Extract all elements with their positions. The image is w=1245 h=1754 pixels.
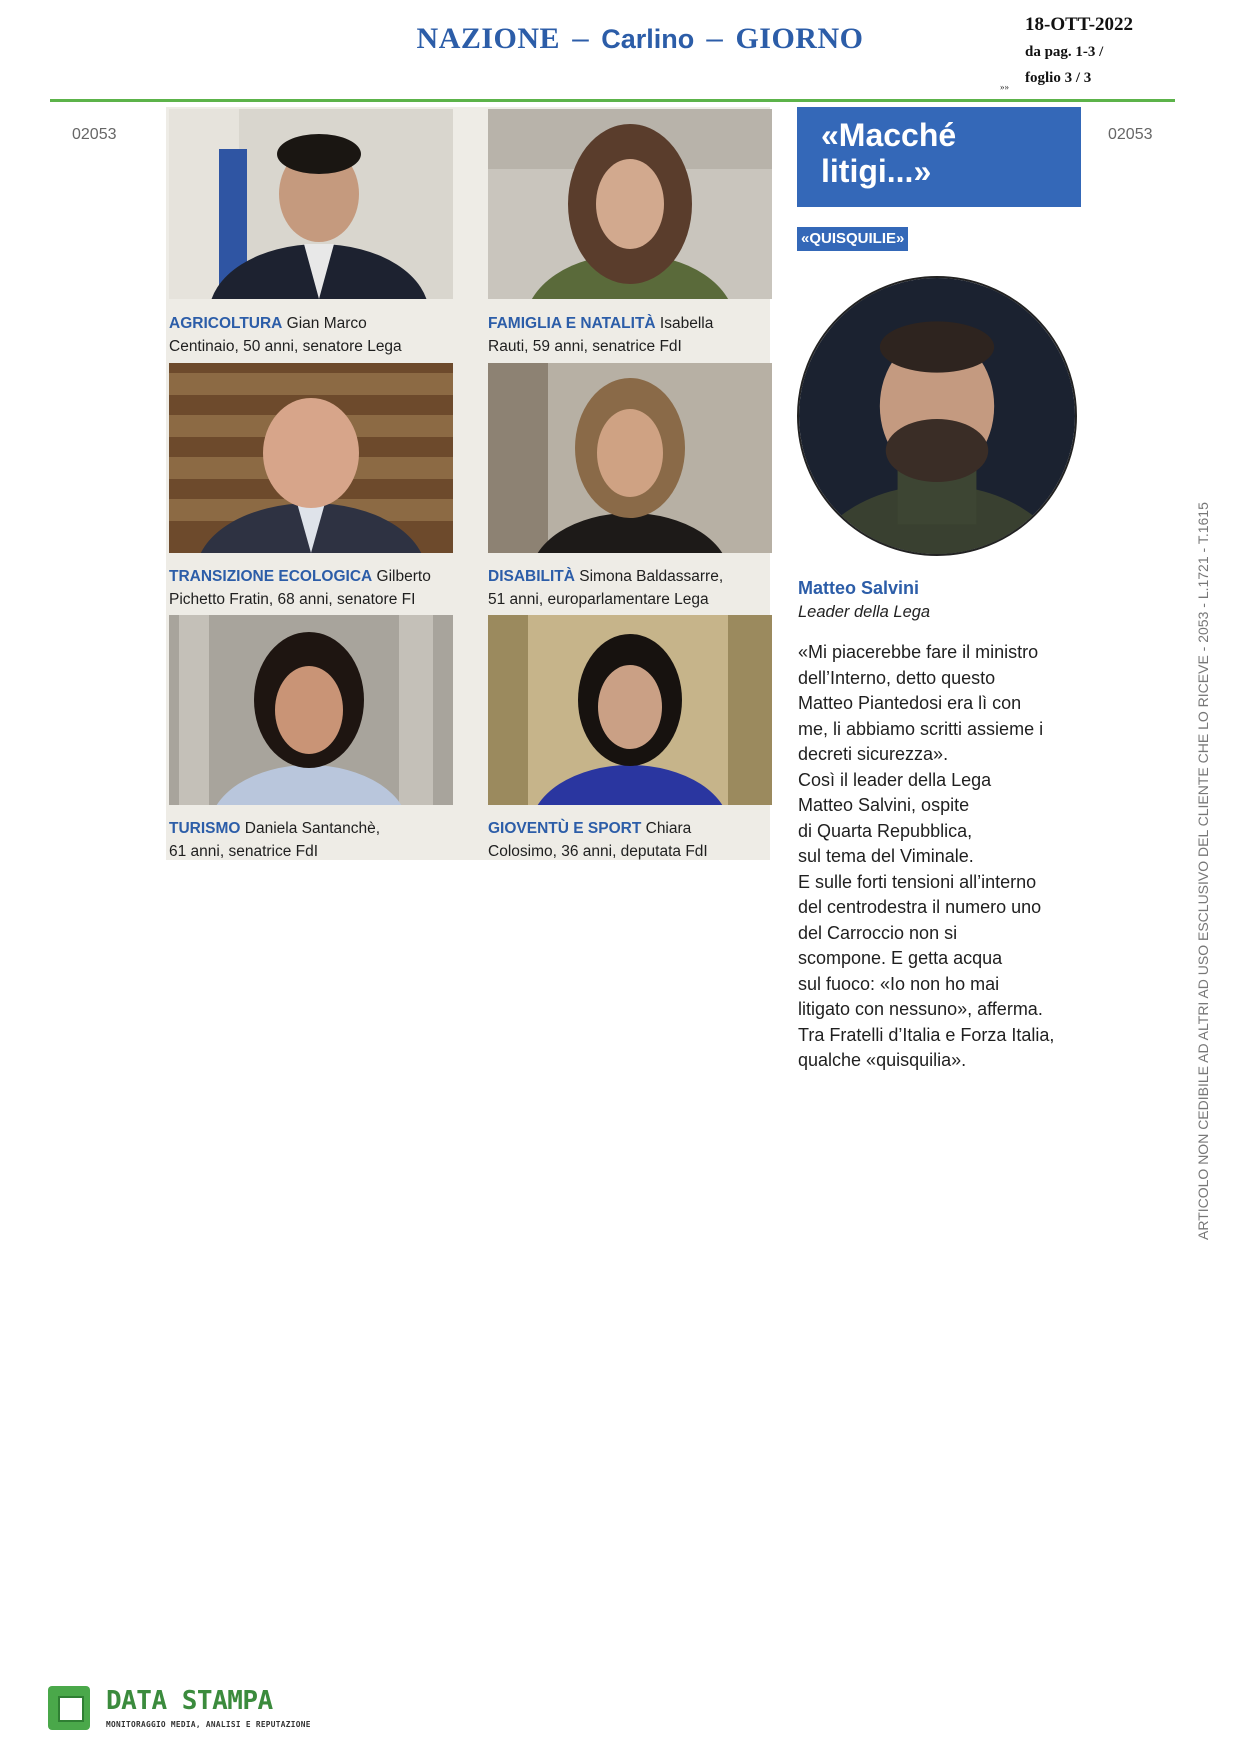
- masthead-carlino: Carlino: [601, 24, 695, 54]
- article-person-role: Leader della Lega: [798, 603, 931, 621]
- issue-meta: [1025, 14, 1133, 96]
- sidebar-kicker: «QUISQUILIE»: [797, 227, 908, 251]
- body-line: sul tema del Viminale.: [798, 846, 974, 866]
- photo-baldassarre: [488, 363, 772, 553]
- photo-rauti: [488, 109, 772, 299]
- body-line: scompone. E getta acqua: [798, 948, 1003, 968]
- body-line: del Carroccio non si: [798, 922, 958, 943]
- body-line: del centrodestra il numero uno: [798, 897, 1042, 917]
- caption-famiglia: [488, 312, 788, 358]
- body-line: Tra Fratelli d’Italia e Forza Italia,: [798, 1024, 1055, 1045]
- caption-role: FAMIGLIA E NATALITÀ: [488, 315, 656, 332]
- masthead: [410, 22, 870, 56]
- masthead-giorno: GIORNO: [735, 22, 864, 55]
- continuation-marks: »»: [1000, 82, 1009, 92]
- caption-role: AGRICOLTURA: [169, 315, 283, 332]
- caption-line2: 51 anni, europarlamentare Lega: [488, 591, 709, 608]
- body-line: decreti sicurezza».: [798, 744, 949, 764]
- body-line: Matteo Salvini, ospite: [798, 795, 970, 815]
- caption-line2: Colosimo, 36 anni, deputata FdI: [488, 843, 708, 860]
- caption-line1: Isabella: [655, 315, 714, 332]
- logo-name: DATA STAMPA: [106, 1686, 273, 1716]
- caption-role: DISABILITÀ: [488, 568, 575, 585]
- body-line: E sulle forti tensioni all’interno: [798, 871, 1037, 892]
- body-line: dell’Interno, detto questo: [798, 667, 996, 688]
- caption-line1: Simona Baldassarre,: [574, 568, 724, 585]
- caption-role: TRANSIZIONE ECOLOGICA: [169, 568, 373, 585]
- body-line: sul fuoco: «Io non ho mai: [798, 973, 1000, 994]
- caption-agricoltura: [169, 312, 469, 358]
- body-line: Così il leader della Lega: [798, 769, 992, 790]
- data-stampa-logo: [48, 1686, 348, 1736]
- photo-centinaio: [169, 109, 453, 299]
- caption-line2: Pichetto Fratin, 68 anni, senatore FI: [169, 591, 416, 608]
- body-line: di Quarta Repubblica,: [798, 820, 973, 841]
- caption-line1: Gian Marco: [282, 315, 367, 332]
- caption-transizione-ecologica: [169, 565, 469, 611]
- caption-disabilita: [488, 565, 788, 611]
- client-code-right: 02053: [1108, 126, 1153, 143]
- portrait-salvini: [797, 276, 1077, 556]
- body-line: qualche «quisquilia».: [798, 1050, 967, 1070]
- caption-line2: Rauti, 59 anni, senatrice FdI: [488, 338, 682, 355]
- caption-line2: Centinaio, 50 anni, senatore Lega: [169, 338, 402, 355]
- article-body: [798, 640, 1098, 1074]
- caption-line1: Chiara: [641, 820, 692, 837]
- usage-notice: ARTICOLO NON CEDIBILE AD ALTRI AD USO ESCLUSIVO DEL CLIENTE CHE LO RICEVE - 2053 - L.1721 - T.1615: [1195, 502, 1211, 1240]
- body-line: «Mi piacerebbe fare il ministro: [798, 642, 1039, 662]
- caption-line2: 61 anni, senatrice FdI: [169, 843, 319, 860]
- masthead-nazione: NAZIONE: [416, 22, 561, 55]
- body-line: litigato con nessuno», afferma.: [798, 999, 1043, 1019]
- data-stampa-logo-icon: [48, 1686, 90, 1730]
- masthead-separator-2: –: [706, 22, 724, 55]
- caption-line1: Daniela Santanchè,: [240, 820, 381, 837]
- photo-colosimo: [488, 615, 772, 805]
- issue-date: 18-OTT-2022: [1025, 14, 1134, 35]
- body-line: me, li abbiamo scritti assieme i: [798, 718, 1044, 739]
- sidebar-headline: [797, 107, 1081, 207]
- article-person-name: Matteo Salvini: [798, 578, 920, 598]
- caption-role: GIOVENTÙ E SPORT: [488, 820, 642, 837]
- client-code-left: 02053: [72, 126, 117, 143]
- headline-line-2: litigi...»: [821, 153, 932, 189]
- caption-role: TURISMO: [169, 820, 241, 837]
- headline-line-1: «Macché: [821, 117, 957, 153]
- logo-tagline: MONITORAGGIO MEDIA, ANALISI E REPUTAZIONE: [106, 1720, 311, 1729]
- masthead-separator-1: –: [572, 22, 590, 55]
- page-range: da pag. 1-3 /: [1025, 44, 1104, 60]
- caption-line1: Gilberto: [372, 568, 431, 585]
- header-rule: [50, 99, 1175, 102]
- caption-turismo: [169, 817, 469, 863]
- body-line: Matteo Piantedosi era lì con: [798, 693, 1022, 713]
- caption-gioventu-sport: [488, 817, 788, 863]
- photo-santanche: [169, 615, 453, 805]
- photo-pichetto-fratin: [169, 363, 453, 553]
- sheet-number: foglio 3 / 3: [1025, 70, 1092, 86]
